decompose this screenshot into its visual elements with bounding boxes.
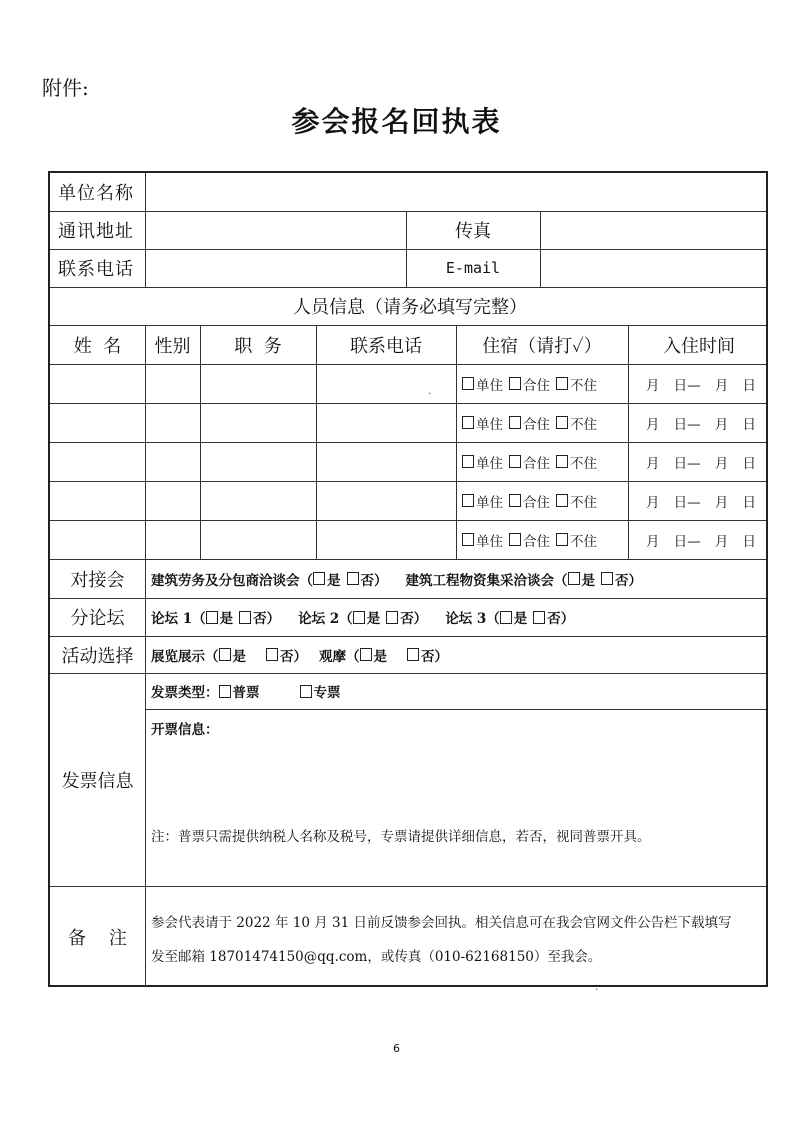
remarks-line-1: 参会代表请于 2022 年 10 月 31 日前反馈参会回执。相关信息可在我会官网文件公告栏下载填写	[151, 915, 732, 931]
checkbox-icon[interactable]	[556, 377, 568, 390]
row-position-field[interactable]	[200, 403, 316, 442]
remarks-line-2: 发至邮箱 18701474150@qq.com，或传真（010-62168150）至我会。	[151, 949, 602, 965]
scan-speck: ·	[428, 389, 432, 400]
checkin-date-part: 日	[742, 416, 756, 433]
fax-label: 传真	[455, 221, 491, 242]
row-gender-field[interactable]	[145, 520, 200, 559]
col-lodging: 住宿（请打✓）	[482, 335, 602, 357]
checkin-date-part: 日	[742, 533, 756, 550]
lodging-option-label: 单住	[476, 416, 503, 433]
no-label: 否）	[360, 572, 388, 589]
row-gender-field[interactable]	[145, 481, 200, 520]
checkbox-icon[interactable]	[300, 685, 312, 698]
lodging-option-label: 单住	[476, 455, 503, 472]
row-checkin-field[interactable]	[628, 481, 770, 520]
col-phone: 联系电话	[350, 335, 422, 357]
checkin-date-part: 日—	[673, 416, 701, 433]
checkin-date-part: 日—	[673, 377, 701, 394]
checkin-date-part: 日—	[673, 455, 701, 472]
invoice-normal-label: 普票	[232, 685, 260, 701]
checkbox-icon[interactable]	[556, 455, 568, 468]
checkbox-icon[interactable]	[347, 572, 359, 585]
fax-field[interactable]	[540, 211, 770, 249]
unit-label: 单位名称	[58, 183, 134, 204]
checkbox-icon[interactable]	[500, 611, 512, 624]
invoice-label: 发票信息	[61, 770, 134, 792]
row-lodging-options	[456, 403, 628, 442]
checkbox-icon[interactable]	[353, 611, 365, 624]
no-label: 否）	[547, 611, 575, 627]
col-position: 职 务	[234, 335, 282, 357]
no-label: 否）	[280, 648, 307, 665]
checkbox-icon[interactable]	[601, 572, 613, 585]
yes-label: 是	[513, 611, 528, 627]
remarks-label: 备 注	[68, 927, 127, 949]
checkbox-icon[interactable]	[509, 533, 521, 546]
yes-label: 是	[581, 572, 595, 589]
matchmaking-item2: 建筑工程物资集采洽谈会（	[405, 572, 568, 589]
activity-options	[145, 636, 770, 673]
col-checkin: 入住时间	[663, 335, 735, 357]
lodging-option-label: 合住	[523, 494, 550, 511]
no-label: 否）	[400, 611, 428, 627]
lodging-option-label: 合住	[523, 377, 550, 394]
no-label: 否）	[615, 572, 642, 589]
checkbox-icon[interactable]	[407, 648, 419, 661]
matchmaking-item1: 建筑劳务及分包商洽谈会（	[151, 572, 313, 589]
checkin-date-part: 日—	[673, 533, 701, 550]
matchmaking-label: 对接会	[70, 569, 125, 591]
checkbox-icon[interactable]	[509, 416, 521, 429]
lodging-option-label: 不住	[570, 494, 597, 511]
checkin-date-part: 日—	[673, 494, 701, 511]
activity-item-2: 观摩（	[319, 648, 360, 665]
checkbox-icon[interactable]	[509, 377, 521, 390]
row-position-field[interactable]	[200, 481, 316, 520]
checkin-date-part: 月	[714, 533, 729, 550]
row-gender-field[interactable]	[145, 403, 200, 442]
row-checkin-field[interactable]	[628, 403, 770, 442]
registration-form	[48, 171, 768, 987]
checkbox-icon[interactable]	[556, 416, 568, 429]
checkin-date-part: 日	[742, 377, 756, 394]
checkin-date-part: 月	[714, 494, 729, 511]
forum-item-1: 论坛 1（	[151, 611, 206, 627]
checkbox-icon[interactable]	[219, 685, 231, 698]
forum-label: 分论坛	[70, 608, 125, 629]
personnel-header: 人员信息（请务必填写完整）	[293, 297, 527, 318]
yes-label: 是	[219, 611, 234, 627]
address-label: 通讯地址	[58, 221, 134, 242]
checkbox-icon[interactable]	[239, 611, 251, 624]
row-phone-field[interactable]	[316, 442, 456, 481]
lodging-option-label: 合住	[523, 455, 550, 472]
row-position-field[interactable]	[200, 520, 316, 559]
row-lodging-options	[456, 481, 628, 520]
checkbox-icon[interactable]	[556, 494, 568, 507]
lodging-option-label: 单住	[476, 533, 503, 550]
lodging-option-label: 不住	[570, 455, 597, 472]
row-name-field[interactable]	[50, 442, 145, 481]
lodging-option-label: 单住	[476, 494, 503, 511]
checkin-date-part: 月	[714, 377, 729, 394]
no-label: 否）	[421, 648, 448, 665]
forum-item-3: 论坛 3（	[445, 611, 500, 627]
row-name-field[interactable]	[50, 364, 145, 403]
row-name-field[interactable]	[50, 481, 145, 520]
yes-label: 是	[327, 572, 341, 589]
activity-item-1: 展览展示（	[151, 648, 219, 665]
checkin-date-part: 月	[714, 455, 729, 472]
row-name-field[interactable]	[50, 520, 145, 559]
row-lodging-options	[456, 442, 628, 481]
lodging-option-label: 合住	[523, 416, 550, 433]
lodging-option-label: 不住	[570, 377, 597, 394]
row-checkin-field[interactable]	[628, 442, 770, 481]
matchmaking-options	[145, 559, 770, 598]
checkbox-icon[interactable]	[462, 377, 474, 390]
checkin-date-part: 月	[646, 416, 660, 433]
yes-label: 是	[373, 648, 387, 665]
checkbox-icon[interactable]	[462, 533, 474, 546]
invoice-type	[145, 673, 770, 709]
checkbox-icon[interactable]	[360, 648, 372, 661]
row-phone-field[interactable]	[316, 520, 456, 559]
checkbox-icon[interactable]	[462, 455, 474, 468]
row-phone-field[interactable]	[316, 403, 456, 442]
row-name-field[interactable]	[50, 403, 145, 442]
no-label: 否）	[253, 611, 281, 627]
invoice-note: 注：普票只需提供纳税人名称及税号，专票请提供详细信息，若否，视同普票开具。	[151, 829, 651, 845]
yes-label: 是	[366, 611, 381, 627]
forum-item-2: 论坛 2（	[298, 611, 353, 627]
forum-options	[145, 598, 770, 636]
checkin-date-part: 月	[646, 494, 660, 511]
checkin-date-part: 月	[646, 455, 660, 472]
row-position-field[interactable]	[200, 364, 316, 403]
row-checkin-field[interactable]	[628, 520, 770, 559]
invoice-type-label: 发票类型：	[151, 685, 219, 701]
lodging-option-label: 不住	[570, 416, 597, 433]
checkbox-icon[interactable]	[556, 533, 568, 546]
row-lodging-options	[456, 520, 628, 559]
page-number: 6	[393, 1042, 400, 1055]
attachment-label: 附件:	[42, 76, 89, 100]
checkbox-icon[interactable]	[313, 572, 325, 585]
checkin-date-part: 月	[646, 377, 660, 394]
lodging-option-label: 不住	[570, 533, 597, 550]
checkbox-icon[interactable]	[386, 611, 398, 624]
checkin-date-part: 日	[742, 455, 756, 472]
checkbox-icon[interactable]	[462, 416, 474, 429]
unit-field[interactable]	[145, 173, 770, 211]
checkin-date-part: 日	[742, 494, 756, 511]
row-gender-field[interactable]	[145, 364, 200, 403]
checkbox-icon[interactable]	[509, 455, 521, 468]
row-phone-field[interactable]	[316, 481, 456, 520]
checkbox-icon[interactable]	[219, 648, 231, 661]
phone-label: 联系电话	[58, 259, 134, 280]
checkbox-icon[interactable]	[206, 611, 218, 624]
email-label: E-mail	[445, 259, 501, 277]
scan-speck: ·	[595, 985, 599, 996]
checkbox-icon[interactable]	[462, 494, 474, 507]
invoice-info-label: 开票信息：	[151, 722, 219, 738]
row-position-field[interactable]	[200, 442, 316, 481]
page-title: 参会报名回执表	[291, 105, 502, 138]
checkin-date-part: 月	[714, 416, 729, 433]
address-field[interactable]	[145, 211, 406, 249]
row-checkin-field[interactable]	[628, 364, 770, 403]
checkin-date-part: 月	[646, 533, 660, 550]
lodging-option-label: 合住	[523, 533, 550, 550]
checkbox-icon[interactable]	[533, 611, 545, 624]
invoice-special-label: 专票	[313, 685, 341, 701]
row-lodging-options	[456, 364, 628, 403]
email-field[interactable]	[540, 249, 770, 287]
lodging-option-label: 单住	[476, 377, 503, 394]
checkbox-icon[interactable]	[568, 572, 580, 585]
phone-field[interactable]	[145, 249, 406, 287]
col-name: 姓 名	[73, 335, 122, 357]
checkbox-icon[interactable]	[509, 494, 521, 507]
row-gender-field[interactable]	[145, 442, 200, 481]
row-phone-field[interactable]	[316, 364, 456, 403]
activity-label: 活动选择	[61, 645, 134, 667]
col-gender: 性别	[154, 335, 191, 357]
checkbox-icon[interactable]	[266, 648, 278, 661]
yes-label: 是	[232, 648, 246, 665]
